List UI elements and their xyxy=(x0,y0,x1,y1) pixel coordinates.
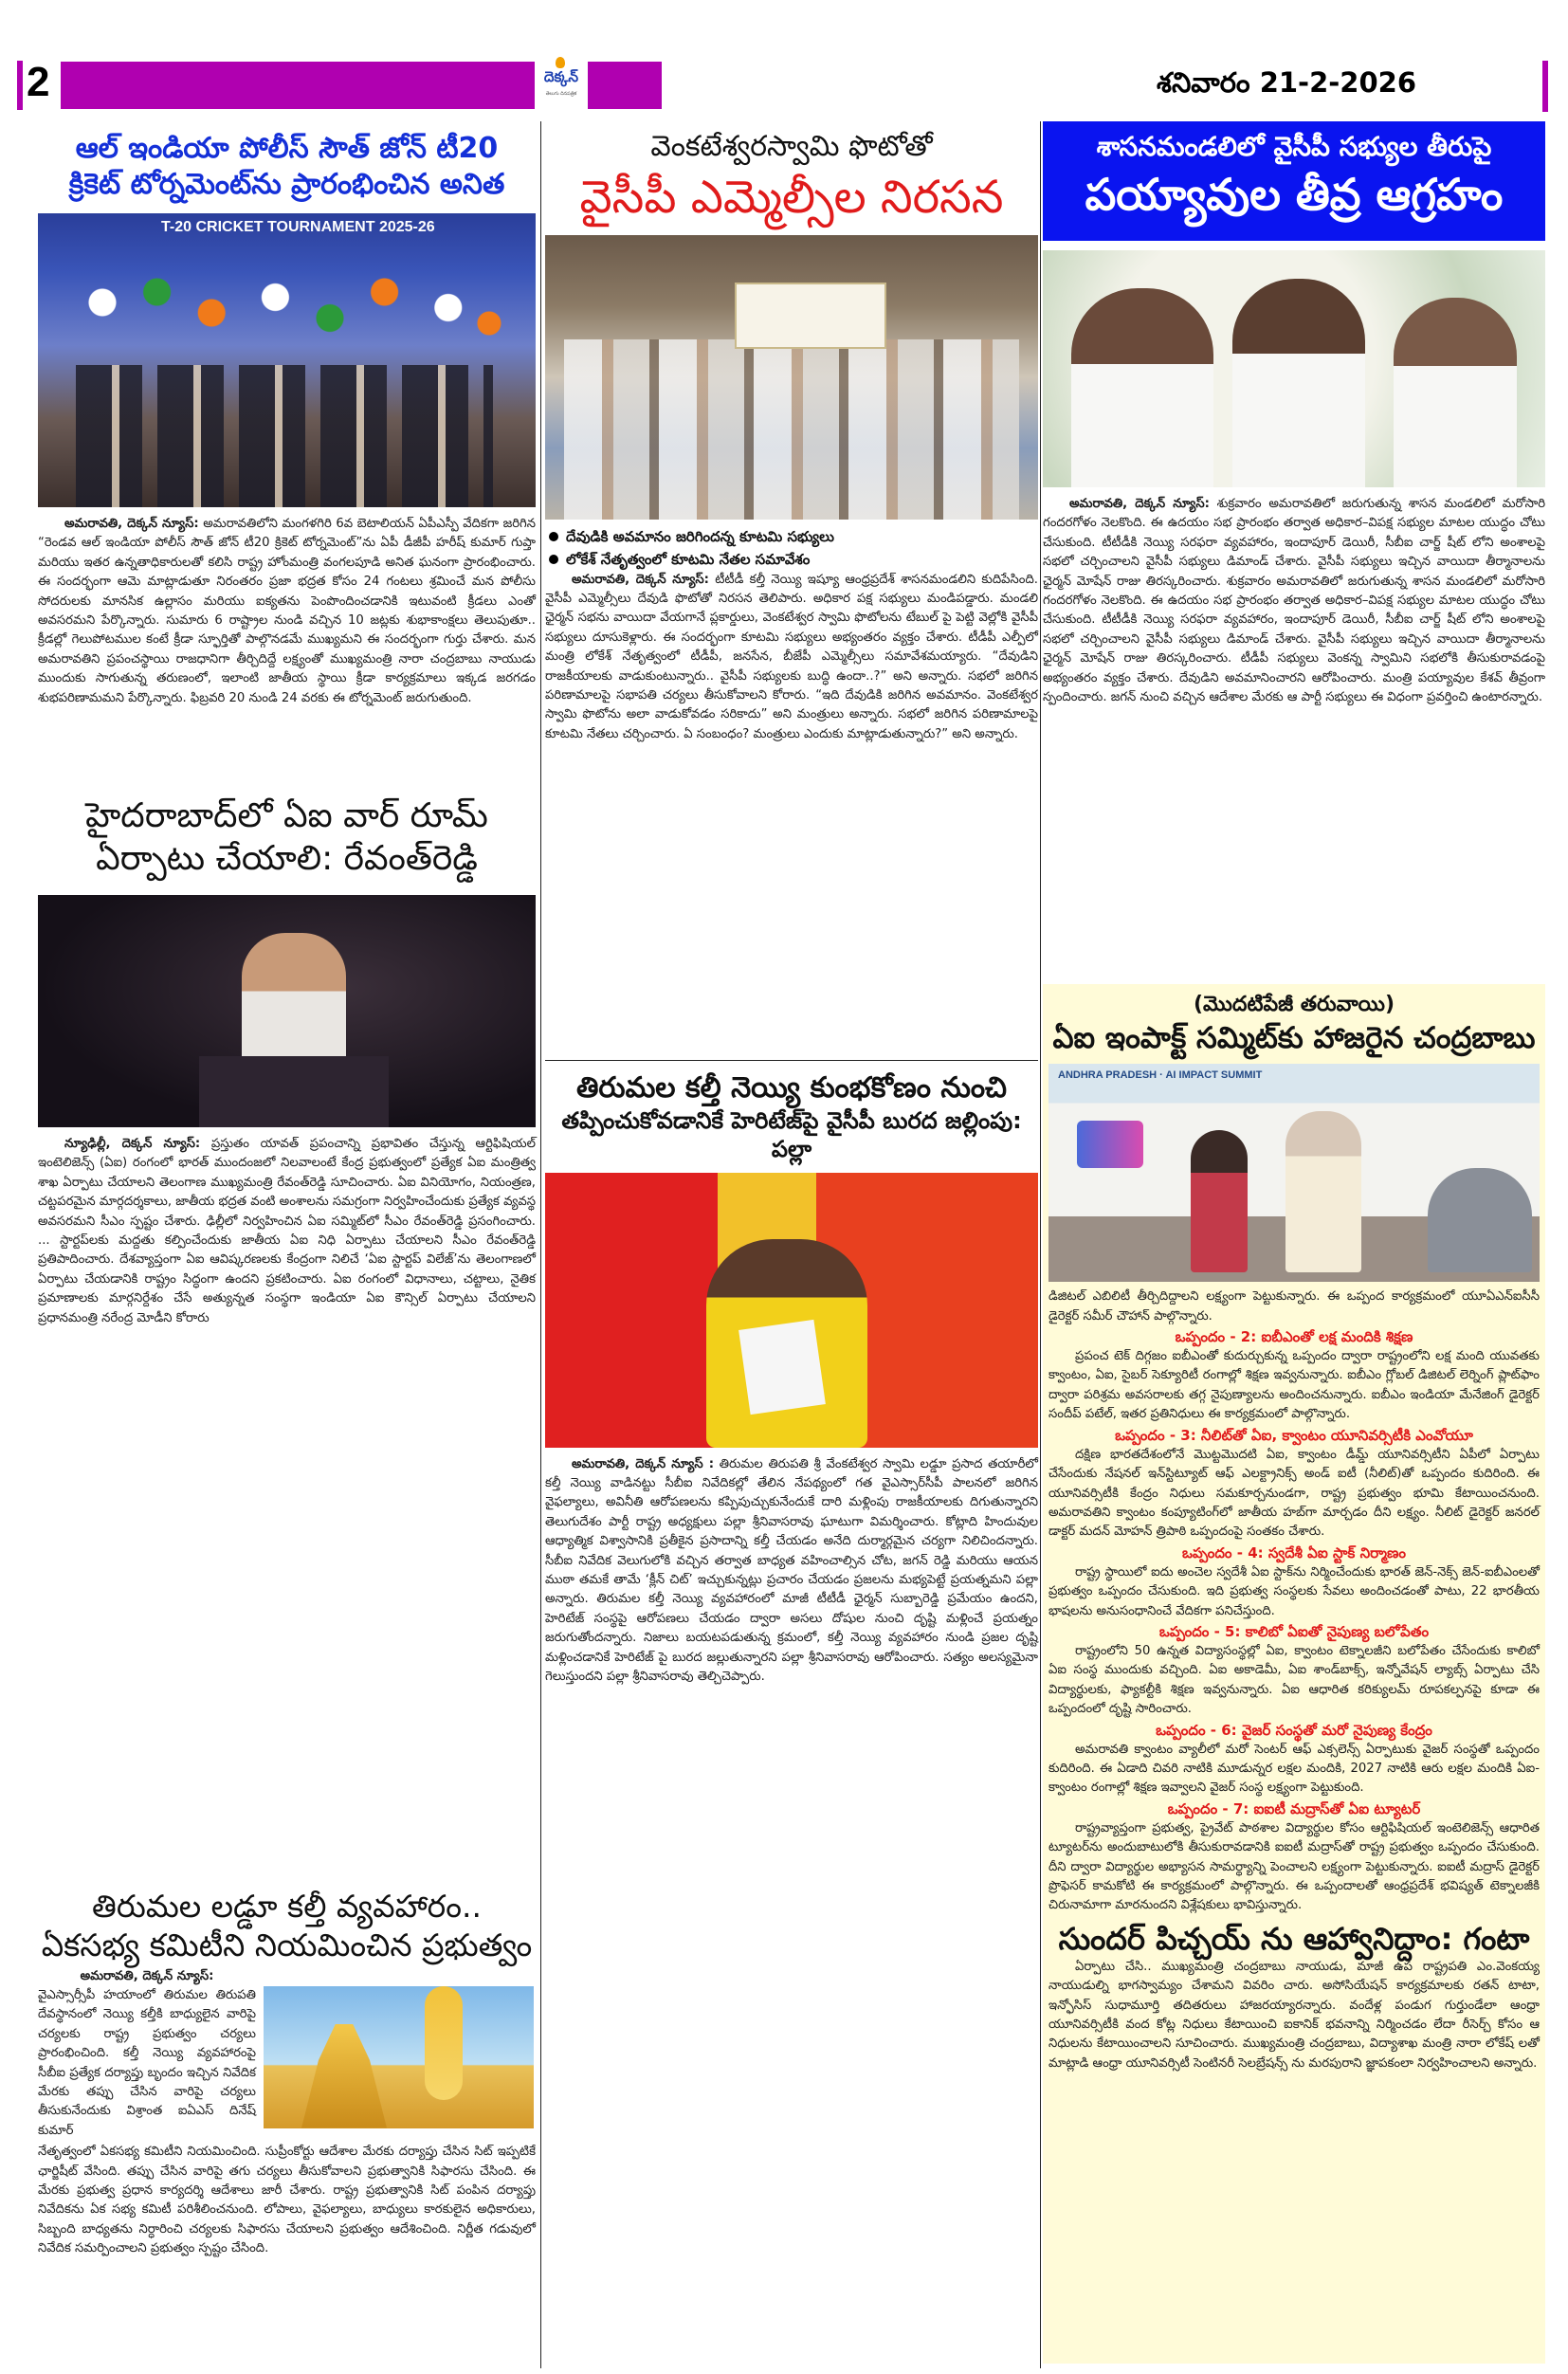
speaker-figure xyxy=(1285,1111,1361,1272)
bullet-icon xyxy=(549,555,558,564)
article-body xyxy=(545,1455,1038,1688)
article-intro: డిజిటల్ ఎబిలిటీ తీర్చిదిద్దాలని లక్ష్యంగా పెట్టుకున్నారు. ఈ ఒప్పంద కార్యక్రమంలో యూఏఎన్‌ఐసీసీ డైరెక్టర్ సమీర్ చౌహాన్ పాల్గొన్నారు. xyxy=(1048,1289,1540,1324)
headline xyxy=(545,1070,1038,1163)
article-ai-impact-summit xyxy=(1043,984,1545,2364)
date-bar xyxy=(1542,61,1548,112)
article-body xyxy=(1043,495,1545,707)
dateline: అమరావతి, దెక్కన్ న్యూస్: xyxy=(1069,497,1210,511)
bullet-list xyxy=(545,525,1038,571)
section-body: అమరావతి క్వాంటం వ్యాలీలో మరో సెంటర్ ఆఫ్ ఎక్సలెన్స్ ఏర్పాటుకు వైజర్ సంస్థతో ఒప్పందం కుదిరింది. ఈ ఏడాది చివరి నాటికి మూడున్నర లక్షల మందికి, 2027 నాటికి ఆరు లక్షల మందికి ఏఐ-క్వాంటం రంగాల్లో శిక్షణ ఇవ్వాలని వైజర్ సంస్థ లక్ష్యంగా పెట్టుకుంది. xyxy=(1048,1742,1540,1796)
summit-photo xyxy=(1048,1064,1540,1282)
palla-srinivasarao-photo xyxy=(545,1173,1038,1448)
bullet-icon xyxy=(549,532,558,541)
newspaper-logo xyxy=(537,53,586,114)
tirumala-temple-ghee-photo xyxy=(264,1986,534,2128)
protesters xyxy=(564,339,1019,520)
balloons xyxy=(57,261,512,365)
section-title: ఒప్పందం - 2: ఐబీఎంతో లక్ష మందికి శిక్షణ xyxy=(1175,1328,1413,1346)
headline: వైసీపీ ఎమ్మెల్సీల నిరసన xyxy=(579,170,1004,224)
temple-gopuram xyxy=(301,2024,387,2128)
section-body: ప్రపంచ టెక్ దిగ్గజం ఐబీఎంతో కుదుర్చుకున్న ఒప్పందం ద్వారా రాష్ట్రంలోని లక్ష మంది యువతకు క్వాంటం, ఏఐ, సైబర్ సెక్యూరిటీ రంగాల్లో శిక్షణ ఇవ్వనున్నారు. ఐబీఎం గ్లోబల్ డిజిటల్ లెర్నింగ్ ప్లాట్‌ఫాం ద్వారా పరిశ్రమ అవసరాలకు తగ్గ నైపుణ్యాలను అందించనున్నారు. ఐబీఎం ఇండియా మేనేజింగ్ డైరెక్టర్ సందీప్ పటేల్, ఇతర ప్రతినిధులు ఈ కార్యక్రమంలో పాల్గొన్నారు. xyxy=(1048,1349,1540,1422)
body-text: టీటీడీ కల్తీ నెయ్యి ఇష్యూ ఆంధ్రప్రదేశ్ శాసనమండలిని కుదిపేసింది. వైసీపీ ఎమ్మెల్సీలు దేవుడి ఫొటోతో నిరసన తెలిపారు. అధికార పక్ష సభ్యులు మండిపడ్డారు. మండలి ఛైర్మన్ సభను వాయిదా వేయగానే ప్లకార్డులు, వెంకటేశ్వర స్వామి ఫొటోలను టేబుల్ పై పెట్టి వెల్లోకి వైసీపీ సభ్యులు దూసుకెళ్లారు. ఈ సందర్భంగా కూటమి సభ్యులు అభ్యంతరం వ్యక్తం చేశారు. టీడీపీ ఎల్పీలో మంత్రి లోకేశ్ నేతృత్వంలో టీడీపీ, జనసేన, బీజేపీ ఎమ్మెల్సీలు సమావేశమయ్యారు. “దేవుడిని రాజకీయాలకు వాడుకుంటున్నారు.. వైసీపీ సభ్యులకు బుద్ధి ఉందా..?” అని అన్నారు. సభలో జరిగిన పరిణామాలపై సభాపతి చర్యలు తీసుకోవాలని కోరారు. “ఇది దేవుడికి జరిగిన అవమానం. వెంకటేశ్వర స్వామి ఫొటోను అలా వాడుకోవడం సరికాదు” అని మంత్రులు అన్నారు. సభలో జరిగిన పరిణామాలపై కూటమి నేతలు చర్చించారు. ఏ సంబంధం? మంత్రులు ఎందుకు మాట్లాడుతున్నారు?” అని అన్నారు. xyxy=(545,572,1038,741)
article-payyavula xyxy=(1043,121,1545,707)
bullet-text: లోకేశ్ నేతృత్వంలో కూటమి నేతల సమావేశం xyxy=(566,550,811,568)
headline-line-2: తప్పించుకోవడానికే హెరిటేజ్‌పై వైసీపీ బురద జల్లింపు: పల్లా xyxy=(561,1106,1022,1162)
headline-line-1: హైదరాబాద్‌లో ఏఐ వార్ రూమ్ xyxy=(85,796,488,835)
headline-line-2: ఏకసభ్య కమిటీని నియమించిన ప్రభుత్వం xyxy=(41,1927,533,1964)
column-right xyxy=(1043,121,1546,2071)
issue-date: శనివారం 21-2-2026 xyxy=(1157,66,1417,99)
section-body: దక్షిణ భారతదేశంలోనే మొట్టమొదటి ఏఐ, క్వాంటం డీమ్డ్ యూనివర్సిటీని ఏపీలో ఏర్పాటు చేసేందుకు నేషనల్ ఇన్‌స్టిట్యూట్ ఆఫ్ ఎలక్ట్రానిక్స్ అండ్ ఐటీ (నీలిట్)తో ఒప్పందం కుదిరింది. ఈ యూనివర్సిటీకి కేంద్రం నిధులు సమకూర్చనుండగా, రాష్ట్ర ప్రభుత్వం భూమి కేటాయించనుంది. అమరావతిని క్వాంటం కంప్యూటింగ్‌లో జాతీయ హబ్‌గా మార్చడం దీని లక్ష్యం. నీలిట్ డైరెక్టర్ జనరల్ డాక్టర్ మదన్ మోహన్ త్రిపాఠి ఒప్పందంపై సంతకం చేశారు. xyxy=(1048,1447,1540,1540)
document-paper xyxy=(738,1319,826,1414)
section-title: ఒప్పందం - 7: ఐఐటీ మద్రాస్‌తో ఏఐ ట్యూటర్ xyxy=(1167,1799,1421,1817)
section-body: రాష్ట్రంలోని 50 ఉన్నత విద్యాసంస్థల్లో ఏఐ, క్వాంటం టెక్నాలజీని బలోపేతం చేసేందుకు కాలిబో ఏఐ సంస్థ ముందుకు వచ్చింది. ఏఐ అకాడెమీ, ఏఐ శాండ్‌బాక్స్, ఇన్నోవేషన్ ల్యాబ్స్ ఏర్పాటు చేసి విద్యార్థులకు, ఫ్యాకల్టీకి శిక్షణ ఇవ్వనున్నారు. ఏఐ ఆధారిత కరిక్యులమ్ రూపకల్పనపై కూడా ఈ ఒప్పందంలో దృష్టి సారించారు. xyxy=(1048,1643,1540,1717)
dateline: న్యూఢిల్లీ, దెక్కన్ న్యూస్: xyxy=(64,1137,201,1151)
ai-logo xyxy=(1077,1121,1143,1168)
article-body: ఏర్పాటు చేసి.. ముఖ్యమంత్రి చంద్రబాబు నాయుడు, మాజీ ఉప రాష్ట్రపతి ఎం.వెంకయ్య నాయుడుల్ని భాగస్వామ్యం చేశామని వివరిం చారు. అసోసియేషన్ కార్యక్రమాలకు రతన్ టాటా, ఇన్ఫోసిస్ సుధామూర్తి తదితరులు హాజరయ్యారన్నారు. వందేళ్ల పండుగ గుర్తుండేలా ఆంధ్రా యూనివర్సిటీకి వంద కోట్ల నిధులు కేటాయించి ఐకానిక్ భవనాన్ని నిర్మించడం లేదా రీసెర్చ్ కోసం ఆ నిధులను కేటాయించాలని సూచించారు. ముఖ్యమంత్రి చంద్రబాబు, విద్యాశాఖ మంత్రి నారా లోకేష్ లతో మాట్లాడి ఆంధ్రా యూనివర్సిటీ సెంటినరీ సెలబ్రేషన్స్ ను మరపురాని జ్ఞాపకంలా నిర్వహించాలని అన్నారు. xyxy=(1048,1959,1540,2071)
column-divider xyxy=(1040,121,1041,2368)
revanth-reddy-photo xyxy=(38,895,536,1127)
agreement-section xyxy=(1048,1543,1540,1621)
kicker: వెంకటేశ్వరస్వామి ఫొటోతో xyxy=(650,130,933,163)
speaker-figure xyxy=(1191,1130,1248,1272)
section-body: రాష్ట్ర స్థాయిలో ఐదు అంచెల స్వదేశీ ఏఐ స్టాక్‌ను నిర్మించేందుకు భారత్ జెన్-నెక్స్ జెన్-ఐబీఎంలతో ప్రభుత్వం ఒప్పందం చేసుకుంది. ఇది ప్రభుత్వ సంస్థలకు సేవలు అందించడంతో పాటు, 22 భారతీయ భాషలను అనుసంధానించే వేదికగా పనిచేస్తుంది. xyxy=(1048,1564,1540,1618)
headline-line-2: పయ్యావుల తీవ్ర ఆగ్రహం xyxy=(1085,169,1504,220)
section-title: ఒప్పందం - 3: నీలిట్‌తో ఏఐ, క్వాంటం యూనివర్సిటీకి ఎంవోయూ xyxy=(1115,1426,1473,1444)
headline: ఏఐ ఇంపాక్ట్ సమ్మిట్‌కు హాజరైన చంద్రబాబు xyxy=(1052,1020,1536,1055)
logo-tagline: తెలుగు దినపత్రిక xyxy=(545,91,577,97)
ghee-pour xyxy=(425,1986,463,2100)
section-title: ఒప్పందం - 6: వైజర్ సంస్థతో మరో నైపుణ్య కేంద్రం xyxy=(1156,1721,1432,1739)
agreement-section xyxy=(1048,1621,1540,1720)
headline-line-2: ఏర్పాటు చేయాలి: రేవంత్‌రెడ్డి xyxy=(96,839,478,878)
page-number-bar xyxy=(17,61,23,110)
article-body xyxy=(545,571,1038,745)
bullet-item xyxy=(545,525,1038,548)
headline-line-1: శాసనమండలిలో వైసీపీ సభ్యుల తీరుపై xyxy=(1096,131,1492,162)
section-title: ఒప్పందం - 5: కాలిబో ఏఐతో నైపుణ్య బలోపేతం xyxy=(1158,1622,1430,1640)
section-title: ఒప్పందం - 4: స్వదేశీ ఏఐ స్టాక్ నిర్మాణం xyxy=(1182,1543,1406,1561)
bullet-text: దేవుడికి అవమానం జరిగిందన్న కూటమి సభ్యులు xyxy=(566,527,834,545)
council-protest-photo xyxy=(545,235,1038,520)
minister-figure xyxy=(1394,298,1517,487)
article-body xyxy=(38,2143,536,2258)
headline xyxy=(38,794,536,880)
page-number: 2 xyxy=(27,59,50,105)
article-tirumala-laddu xyxy=(38,1887,536,2259)
minister-figure xyxy=(1071,288,1213,487)
dateline: అమరావతి, దెక్కన్ న్యూస్ : xyxy=(572,1456,714,1471)
agreement-section xyxy=(1048,1799,1540,1916)
headline-box xyxy=(1043,121,1545,241)
body-text: నేతృత్వంలో ఏకసభ్య కమిటీని నియమించింది. సుప్రీంకోర్టు ఆదేశాల మేరకు దర్యాప్తు చేసిన సిట్ ఇప్పటికే ఛార్జిషీట్ వేసింది. తప్పు చేసిన వారిపై తగు చర్యలు తీసుకోవాలని ప్రభుత్వానికి సిఫారసు చేసింది. ఈ మేరకు ప్రభుత్వ ప్రధాన కార్యదర్శి ఆదేశాలు జారీ చేశారు. రాష్ట్ర ప్రభుత్వానికి సిట్ పంపిన దర్యాప్తు నివేదికను ఏక సభ్య కమిటీ పరిశీలించనుంది. లోపాలు, వైఫల్యాలు, బాధ్యులు కారకులైన అధికారులు, సిబ్బంది బాధ్యతను నిర్ధారించి చర్యలకు సిఫారసు చేయాలని ప్రభుత్వం ఆదేశించింది. నిర్ణీత గడువులో నివేదిక సమర్పించాలని ప్రభుత్వం స్పష్టం చేసింది. xyxy=(38,2145,536,2256)
dateline: అమరావతి, దెక్కన్ న్యూస్: xyxy=(64,517,199,531)
headline-line-1: ఆల్ ఇండియా పోలీస్ సౌత్ జోన్ టీ20 xyxy=(75,132,499,165)
headline-line-2: క్రికెట్ టోర్నమెంట్‌ను ప్రారంభించిన అనిత xyxy=(68,167,505,201)
agreement-section xyxy=(1048,1425,1540,1543)
article-cricket-tournament xyxy=(38,121,536,708)
agreement-section xyxy=(1048,1326,1540,1425)
bullet-item xyxy=(545,548,1038,571)
article-ai-war-room xyxy=(38,794,536,1328)
kicker: (మొదటిపేజీ తరువాయి) xyxy=(1193,993,1395,1016)
placards xyxy=(735,283,886,349)
photo-banner-text: T-20 CRICKET TOURNAMENT 2025-26 xyxy=(161,219,435,235)
column-divider xyxy=(540,121,541,2368)
masthead-band-right xyxy=(588,62,662,109)
dateline: అమరావతి, దెక్కన్ న్యూస్: xyxy=(80,1968,214,1983)
headline xyxy=(38,1887,536,1965)
agreement-section xyxy=(1048,1720,1540,1799)
headline xyxy=(38,121,536,202)
ministers-photo xyxy=(1043,250,1545,487)
headline-line-1: తిరుమల కల్తీ నెయ్యి కుంభకోణం నుంచి xyxy=(575,1071,1008,1105)
podium xyxy=(199,1056,389,1127)
column-middle xyxy=(545,121,1038,1684)
column-left xyxy=(38,121,536,2256)
summit-banner-text: ANDHRA PRADESH · AI IMPACT SUMMIT xyxy=(1058,1069,1263,1082)
article-body-side xyxy=(38,1967,256,2142)
logo-flame-icon xyxy=(556,57,565,68)
body-text: అమరావతిలోని మంగళగిరి 6వ బెటాలియన్ ఏపీఎస్పీ వేదికగా జరిగిన “రెండవ ఆల్ ఇండియా పోలీస్ సౌత్ జోన్ టీ20 క్రికెట్ టోర్నమెంట్”ను ఏపీ డీజీపీ హరీష్ కుమార్ గుప్తా మరియు ఇతర ఉన్నతాధికారులతో కలిసి రాష్ట్ర హోంమంత్రి వంగలపూడి అనిత ఘనంగా ప్రారంభించారు. ఈ సందర్భంగా ఆమె మాట్లాడుతూ నిరంతరం ప్రజా భద్రత కోసం 24 గంటలు శ్రమించే మన పోలీసు సోదరులకు మానసిక ఉల్లాసం మరియు ఐక్యతను పెంపొందించడానికి ఇటువంటి క్రీడలు ఎంతో అవసరమని పేర్కొన్నారు. సుమారు 6 రాష్ట్రాల నుండి వచ్చిన 10 జట్లకు శుభాకాంక్షలు తెలుపుతూ.. క్రీడల్లో గెలుపోటముల కంటే క్రీడా స్ఫూర్తితో పాల్గొనడమే ముఖ్యమని ఈ సందర్భంగా గుర్తు చేశారు. మన అమరావతిని ప్రపంచస్థాయి రాజధానిగా తీర్చిదిద్దే లక్ష్యంతో ముఖ్యమంత్రి నారా చంద్రబాబు నాయుడు ముందుకు సాగుతున్న తరుణంలో, ఇలాంటి జాతీయ స్థాయి క్రీడా కార్యక్రమాలు ఇక్కడ జరగడం శుభపరిణామమని పేర్కొన్నారు. ఫిబ్రవరి 20 నుండి 24 వరకు ఈ టోర్నమెంట్ జరుగుతుంది. xyxy=(38,517,536,705)
masthead xyxy=(0,0,1568,114)
speaker-figure xyxy=(1428,1168,1532,1272)
dateline: అమరావతి, దెక్కన్ న్యూస్: xyxy=(572,572,709,587)
masthead-band-left xyxy=(61,62,535,109)
dignitaries-figures xyxy=(76,365,493,507)
body-text: తిరుమల తిరుపతి శ్రీ వేంకటేశ్వర స్వామి లడ్డూ ప్రసాద తయారీలో కల్తీ నెయ్యి వాడినట్టు సీబీఐ నివేదికల్లో తేలిన నేపథ్యంలో గత వైఎస్సార్‌సీపీ పాలనలో జరిగిన వైఫల్యాలు, అవినీతి ఆరోపణలను కప్పిపుచ్చుకునేందుకే దారి మళ్లింపు రాజకీయాలకు దిగుతున్నారని తెలుగుదేశం పార్టీ రాష్ట్ర అధ్యక్షులు పల్లా శ్రీనివాసరావు ఘాటుగా విమర్శించారు. కోట్లాది హిందువుల ఆధ్యాత్మిక విశ్వాసానికి ప్రతీకైన ప్రసాదాన్ని కల్తీ చేయడం అనేది దుర్మార్గమైన చర్యగా నిలిచిందన్నారు. సీబీఐ నివేదిక వెలుగులోకి వచ్చిన తర్వాత బాధ్యత వహించాల్సిన చోట, జగన్ రెడ్డి మరియు ఆయన ముఠా తమకే తామే ‘క్లీన్ చిట్’ ఇచ్చుకున్నట్లు ప్రచారం చేయడం ప్రజలను మభ్యపెట్టే ప్రయత్నమని పల్లా అన్నారు. తిరుమల కల్తీ నెయ్యి వ్యవహారంలో మాజీ టీటీడీ ఛైర్మన్ సుబ్బారెడ్డి ప్రమేయం ఉందని, హెరిటేజ్ సంస్థపై ఆరోపణలు చేయడం ద్వారా అసలు దోషుల నుంచి దృష్టి మళ్లించే ప్రయత్నం జరుగుతోందన్నారు. నిజాలు బయటపడుతున్న క్రమంలో, కల్తీ నెయ్యి వ్యవహారం నుండి ప్రజల దృష్టి మళ్లించడానికే హెరిటేజ్ పై బురద జల్లుతున్నారని పల్లా శ్రీనివాసరావు ఆరోపించారు. సత్యం అలస్యమైనా గెలుస్తుందని పల్లా శ్రీనివాసరావు తెల్చిచెప్పారు. xyxy=(545,1456,1038,1684)
article-palla-heritage xyxy=(545,1060,1038,1687)
article-body xyxy=(38,515,536,708)
body-text-side: వైఎస్సార్సీపీ హయాంలో తిరుమల తిరుపతి దేవస్థానంలో నెయ్యి కల్తీకి బాధ్యులైన వారిపై చర్యలకు రాష్ట్ర ప్రభుత్వం చర్యలు ప్రారంభించింది. కల్తీ నెయ్యి వ్యవహారంపై సీబీఐ ప్రత్యేక దర్యాప్తు బృందం ఇచ్చిన నివేదిక మేరకు తప్పు చేసిన వారిపై చర్యలు తీసుకునేందుకు విశ్రాంత ఐఏఎస్ దినేష్ కుమార్ xyxy=(38,1987,256,2138)
body-text: ప్రస్తుతం యావత్ ప్రపంచాన్ని ప్రభావితం చేస్తున్న ఆర్టిఫిషియల్ ఇంటెలిజెన్స్ (ఏఐ) రంగంలో భారత్ ముందంజలో నిలవాలంటే కేంద్ర ప్రభుత్వంలో ప్రత్యేక ఏఐ మంత్రిత్వ శాఖ ఏర్పాటు చేయాలని తెలంగాణ ముఖ్యమంత్రి రేవంత్‌రెడ్డి సూచించారు. ఏఐ వినియోగం, నియంత్రణ, చట్టపరమైన మార్గదర్శకాలు, జాతీయ భద్రత వంటి అంశాలను సమగ్రంగా నిర్వహించేందుకు ప్రత్యేక వ్యవస్థ అవసరమని సీఎం స్పష్టం చేశారు. ఢిల్లీలో నిర్వహించిన ఏఐ సమ్మిట్‌లో సీఎం రేవంత్‌రెడ్డి ప్రసంగించారు. ... స్టార్టప్‌లకు మద్దతు కల్పించేందుకు జాతీయ ఏఐ నిధి ఏర్పాటు చేయాలని సీఎం రేవంత్‌రెడ్డి ప్రతిపాదించారు. దేశవ్యాప్తంగా ఏఐ ఆవిష్కరణలకు కేంద్రంగా నిలిచే ‘ఏఐ స్టార్టప్ విలేజ్’ను తెలంగాణలో ఏర్పాటు చేయడానికి రాష్ట్రం సిద్ధంగా ఉందని ప్రకటించారు. ఏఐ రంగంలో విధానాలు, చట్టాలు, నైతిక ప్రమాణాలకు మార్గనిర్దేశం చేసే అత్యున్నత సంస్థగా ఇండియా ఏఐ కౌన్సిల్ ఏర్పాటు చేయాలని ప్రధానమంత్రి నరేంద్ర మోడీని కోరారు xyxy=(38,1137,536,1325)
minister-figure xyxy=(1232,279,1365,487)
logo-wordmark: దెక్కన్ xyxy=(543,68,579,85)
body-text: శుక్రవారం అమరావతిలో జరుగుతున్న శాసన మండలిలో మరోసారి గందరగోళం నెలకొంది. ఈ ఉదయం సభ ప్రారంభం తర్వాత అధికార–విపక్ష సభ్యుల మాటల యుద్ధం చోటు చేసుకుంది. టీటీడీకి నెయ్యి సరఫరా వ్యవహారం, ఇందాపూర్ డెయిరీ, సీబీఐ చార్జ్ షీట్ లోని అంశాలపై సభలో చర్చించాలని వైసీపీ సభ్యులు డిమాండ్ చేశారు. వైసీపీ సభ్యులు ఇచ్చిన వాయిదా తీర్మానాలను ఛైర్మన్ మోషేన్ రాజు తిరస్కరించారు. శుక్రవారం అమరావతిలో జరుగుతున్న శాసన మండలిలో మరోసారి గందరగోళం నెలకొంది. ఈ ఉదయం సభ ప్రారంభం తర్వాత అధికార–విపక్ష సభ్యుల మాటల యుద్ధం చోటు చేసుకుంది. టీటీడీకి నెయ్యి సరఫరా వ్యవహారం, ఇందాపూర్ డెయిరీ, సీబీఐ చార్జ్ షీట్ లోని అంశాలపై సభలో చర్చించాలని వైసీపీ సభ్యులు డిమాండ్ చేశారు. వైసీపీ సభ్యులు ఇచ్చిన వాయిదా తీర్మానాలను ఛైర్మన్ మోషేన్ రాజు తిరస్కరించారు. టీడీపీ సభ్యులు వెంకన్న స్వామిని సభలోకి తీసుకురావడంపై అభ్యంతరం వ్యక్తం చేశారు. దేవుడిని అవమానించారని ఆరోపించారు. మంత్రి పయ్యావుల కేశవ్ తీవ్రంగా స్పందించారు. జగన్ నుంచి వచ్చిన ఆదేశాల మేరకు ఆ పార్టీ సభ్యులు ఈ విధంగా ప్రవర్తించి ఉంటారన్నారు. xyxy=(1043,497,1546,705)
article-sundar-pichai xyxy=(1048,1920,1540,2073)
cricket-tournament-photo xyxy=(38,213,536,507)
article-body xyxy=(38,1135,536,1328)
article-ysrcp-mlc-protest xyxy=(545,121,1038,744)
headline-line-1: తిరుమల లడ్డూ కల్తీ వ్యవహారం.. xyxy=(92,1888,482,1925)
headline: సుందర్ పిచ్చయ్ ను ఆహ్వానిద్దాం: గంటా xyxy=(1058,1920,1530,1957)
section-body: రాష్ట్రవ్యాప్తంగా ప్రభుత్వ, ప్రైవేట్ పాఠశాల విద్యార్థుల కోసం ఆర్టిఫిషియల్ ఇంటెలిజెన్స్ ఆధారిత ట్యూటర్‌ను అందుబాటులోకి తీసుకురావడానికి ఐఐటీ మద్రాస్‌తో రాష్ట్ర ప్రభుత్వం ఒప్పందం చేసుకుంది. దీని ద్వారా విద్యార్థుల అభ్యాసన సామర్థ్యాన్ని పెంచాలని లక్ష్యంగా పెట్టుకున్నారు. ఐఐటీ మద్రాస్ డైరెక్టర్ ప్రొఫెసర్ కామకోటి ఈ కార్యక్రమంలో పాల్గొన్నారు. ఈ ఒప్పందాలతో ఆంధ్రప్రదేశ్ భవిష్యత్ టెక్నాలజీకి చిరునామాగా మారనుందని విశ్లేషకులు భావిస్తున్నారు. xyxy=(1048,1820,1540,1913)
